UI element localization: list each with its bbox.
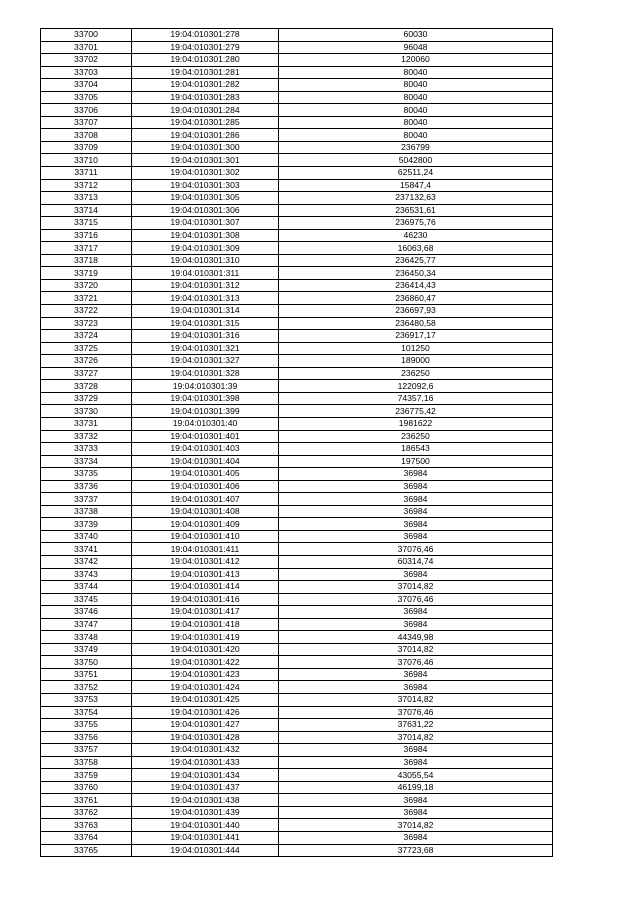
cadastral-number-cell: 19:04:010301:306	[132, 204, 279, 217]
value-cell: 60314,74	[279, 555, 553, 568]
cadastral-number-cell: 19:04:010301:438	[132, 794, 279, 807]
cadastral-number-cell: 19:04:010301:300	[132, 141, 279, 154]
table-row	[41, 129, 553, 142]
table-row	[41, 781, 553, 794]
row-number-cell: 33748	[41, 631, 132, 644]
table-row	[41, 819, 553, 832]
value-cell: 197500	[279, 455, 553, 468]
cadastral-number-cell: 19:04:010301:286	[132, 129, 279, 142]
value-cell: 36984	[279, 668, 553, 681]
row-number-cell: 33765	[41, 844, 132, 857]
table-row	[41, 656, 553, 669]
table-row	[41, 217, 553, 230]
value-cell: 37014,82	[279, 643, 553, 656]
row-number-cell: 33742	[41, 555, 132, 568]
value-cell: 80040	[279, 129, 553, 142]
value-cell: 236250	[279, 430, 553, 443]
cadastral-number-cell: 19:04:010301:311	[132, 267, 279, 280]
table-row	[41, 555, 553, 568]
row-number-cell: 33721	[41, 292, 132, 305]
table-row	[41, 204, 553, 217]
row-number-cell: 33716	[41, 229, 132, 242]
table-row	[41, 706, 553, 719]
table-row	[41, 468, 553, 481]
table-row	[41, 91, 553, 104]
row-number-cell: 33760	[41, 781, 132, 794]
table-row	[41, 41, 553, 54]
cadastral-number-cell: 19:04:010301:281	[132, 66, 279, 79]
cadastral-number-cell: 19:04:010301:439	[132, 806, 279, 819]
table-row	[41, 317, 553, 330]
row-number-cell: 33710	[41, 154, 132, 167]
row-number-cell: 33749	[41, 643, 132, 656]
table-row	[41, 806, 553, 819]
cadastral-number-cell: 19:04:010301:408	[132, 505, 279, 518]
value-cell: 15847,4	[279, 179, 553, 192]
table-row	[41, 254, 553, 267]
value-cell: 74357,16	[279, 392, 553, 405]
row-number-cell: 33761	[41, 794, 132, 807]
row-number-cell: 33724	[41, 330, 132, 343]
row-number-cell: 33741	[41, 543, 132, 556]
cadastral-number-cell: 19:04:010301:284	[132, 104, 279, 117]
value-cell: 236450,34	[279, 267, 553, 280]
cadastral-number-cell: 19:04:010301:403	[132, 443, 279, 456]
row-number-cell: 33757	[41, 744, 132, 757]
cadastral-number-cell: 19:04:010301:417	[132, 606, 279, 619]
value-cell: 36984	[279, 530, 553, 543]
cadastral-number-cell: 19:04:010301:321	[132, 342, 279, 355]
row-number-cell: 33726	[41, 355, 132, 368]
table-row	[41, 505, 553, 518]
table-row	[41, 405, 553, 418]
cadastral-number-cell: 19:04:010301:444	[132, 844, 279, 857]
table-row	[41, 116, 553, 129]
row-number-cell: 33707	[41, 116, 132, 129]
row-number-cell: 33754	[41, 706, 132, 719]
table-row	[41, 731, 553, 744]
row-number-cell: 33700	[41, 29, 132, 42]
table-row	[41, 681, 553, 694]
table-row	[41, 355, 553, 368]
cadastral-number-cell: 19:04:010301:398	[132, 392, 279, 405]
row-number-cell: 33734	[41, 455, 132, 468]
value-cell: 80040	[279, 104, 553, 117]
value-cell: 46230	[279, 229, 553, 242]
value-cell: 36984	[279, 618, 553, 631]
table-row	[41, 455, 553, 468]
table-row	[41, 242, 553, 255]
value-cell: 37076,46	[279, 706, 553, 719]
row-number-cell: 33751	[41, 668, 132, 681]
cadastral-number-cell: 19:04:010301:309	[132, 242, 279, 255]
cadastral-number-cell: 19:04:010301:405	[132, 468, 279, 481]
table-row	[41, 794, 553, 807]
table-row	[41, 192, 553, 205]
row-number-cell: 33720	[41, 279, 132, 292]
cadastral-number-cell: 19:04:010301:441	[132, 832, 279, 845]
value-cell: 43055,54	[279, 769, 553, 782]
row-number-cell: 33703	[41, 66, 132, 79]
value-cell: 236775,42	[279, 405, 553, 418]
cadastral-number-cell: 19:04:010301:425	[132, 693, 279, 706]
row-number-cell: 33730	[41, 405, 132, 418]
table-row	[41, 292, 553, 305]
value-cell: 36984	[279, 681, 553, 694]
table-row	[41, 279, 553, 292]
cadastral-number-cell: 19:04:010301:401	[132, 430, 279, 443]
table-row	[41, 29, 553, 42]
value-cell: 46199,18	[279, 781, 553, 794]
row-number-cell: 33713	[41, 192, 132, 205]
cadastral-number-cell: 19:04:010301:414	[132, 581, 279, 594]
row-number-cell: 33732	[41, 430, 132, 443]
cadastral-number-cell: 19:04:010301:404	[132, 455, 279, 468]
value-cell: 5042800	[279, 154, 553, 167]
table-row	[41, 154, 553, 167]
value-cell: 62511,24	[279, 167, 553, 180]
value-cell: 236860,47	[279, 292, 553, 305]
cadastral-number-cell: 19:04:010301:307	[132, 217, 279, 230]
row-number-cell: 33706	[41, 104, 132, 117]
cadastral-number-cell: 19:04:010301:413	[132, 568, 279, 581]
table-row	[41, 167, 553, 180]
table-row	[41, 430, 553, 443]
row-number-cell: 33764	[41, 832, 132, 845]
value-cell: 236480,58	[279, 317, 553, 330]
value-cell: 37631,22	[279, 719, 553, 732]
table-row	[41, 367, 553, 380]
row-number-cell: 33739	[41, 518, 132, 531]
data-table	[40, 28, 553, 857]
cadastral-number-cell: 19:04:010301:407	[132, 493, 279, 506]
cadastral-number-cell: 19:04:010301:409	[132, 518, 279, 531]
row-number-cell: 33705	[41, 91, 132, 104]
cadastral-number-cell: 19:04:010301:432	[132, 744, 279, 757]
value-cell: 36984	[279, 794, 553, 807]
value-cell: 37014,82	[279, 731, 553, 744]
value-cell: 36984	[279, 480, 553, 493]
row-number-cell: 33719	[41, 267, 132, 280]
cadastral-number-cell: 19:04:010301:426	[132, 706, 279, 719]
table-row	[41, 104, 553, 117]
value-cell: 236975,76	[279, 217, 553, 230]
row-number-cell: 33736	[41, 480, 132, 493]
value-cell: 80040	[279, 116, 553, 129]
cadastral-number-cell: 19:04:010301:303	[132, 179, 279, 192]
table-row	[41, 342, 553, 355]
cadastral-number-cell: 19:04:010301:282	[132, 79, 279, 92]
value-cell: 36984	[279, 744, 553, 757]
table-row	[41, 668, 553, 681]
table-row	[41, 769, 553, 782]
value-cell: 236531,61	[279, 204, 553, 217]
value-cell: 37076,46	[279, 593, 553, 606]
table-row	[41, 606, 553, 619]
cadastral-number-cell: 19:04:010301:399	[132, 405, 279, 418]
value-cell: 37014,82	[279, 581, 553, 594]
cadastral-number-cell: 19:04:010301:310	[132, 254, 279, 267]
row-number-cell: 33740	[41, 530, 132, 543]
cadastral-number-cell: 19:04:010301:285	[132, 116, 279, 129]
table-body	[41, 29, 553, 857]
cadastral-number-cell: 19:04:010301:422	[132, 656, 279, 669]
value-cell: 236799	[279, 141, 553, 154]
value-cell: 80040	[279, 79, 553, 92]
row-number-cell: 33712	[41, 179, 132, 192]
cadastral-number-cell: 19:04:010301:305	[132, 192, 279, 205]
row-number-cell: 33752	[41, 681, 132, 694]
row-number-cell: 33747	[41, 618, 132, 631]
table-row	[41, 141, 553, 154]
value-cell: 1981622	[279, 417, 553, 430]
value-cell: 236425,77	[279, 254, 553, 267]
cadastral-number-cell: 19:04:010301:39	[132, 380, 279, 393]
cadastral-number-cell: 19:04:010301:328	[132, 367, 279, 380]
row-number-cell: 33746	[41, 606, 132, 619]
row-number-cell: 33725	[41, 342, 132, 355]
cadastral-number-cell: 19:04:010301:411	[132, 543, 279, 556]
row-number-cell: 33756	[41, 731, 132, 744]
table-row	[41, 530, 553, 543]
table-row	[41, 844, 553, 857]
row-number-cell: 33727	[41, 367, 132, 380]
row-number-cell: 33728	[41, 380, 132, 393]
table-row	[41, 305, 553, 318]
value-cell: 236917,17	[279, 330, 553, 343]
cadastral-number-cell: 19:04:010301:316	[132, 330, 279, 343]
row-number-cell: 33759	[41, 769, 132, 782]
cadastral-number-cell: 19:04:010301:314	[132, 305, 279, 318]
cadastral-number-cell: 19:04:010301:40	[132, 417, 279, 430]
value-cell: 37076,46	[279, 543, 553, 556]
value-cell: 37014,82	[279, 819, 553, 832]
value-cell: 80040	[279, 91, 553, 104]
row-number-cell: 33758	[41, 756, 132, 769]
cadastral-number-cell: 19:04:010301:301	[132, 154, 279, 167]
row-number-cell: 33743	[41, 568, 132, 581]
value-cell: 37723,68	[279, 844, 553, 857]
value-cell: 122092,6	[279, 380, 553, 393]
value-cell: 36984	[279, 518, 553, 531]
row-number-cell: 33722	[41, 305, 132, 318]
cadastral-number-cell: 19:04:010301:433	[132, 756, 279, 769]
value-cell: 96048	[279, 41, 553, 54]
value-cell: 37076,46	[279, 656, 553, 669]
table-row	[41, 593, 553, 606]
table-row	[41, 719, 553, 732]
row-number-cell: 33723	[41, 317, 132, 330]
cadastral-number-cell: 19:04:010301:428	[132, 731, 279, 744]
row-number-cell: 33753	[41, 693, 132, 706]
cadastral-number-cell: 19:04:010301:410	[132, 530, 279, 543]
row-number-cell: 33714	[41, 204, 132, 217]
cadastral-number-cell: 19:04:010301:440	[132, 819, 279, 832]
value-cell: 36984	[279, 468, 553, 481]
value-cell: 236697,93	[279, 305, 553, 318]
row-number-cell: 33737	[41, 493, 132, 506]
table-row	[41, 54, 553, 67]
table-row	[41, 832, 553, 845]
row-number-cell: 33718	[41, 254, 132, 267]
cadastral-number-cell: 19:04:010301:283	[132, 91, 279, 104]
table-row	[41, 581, 553, 594]
row-number-cell: 33750	[41, 656, 132, 669]
row-number-cell: 33744	[41, 581, 132, 594]
row-number-cell: 33738	[41, 505, 132, 518]
cadastral-number-cell: 19:04:010301:434	[132, 769, 279, 782]
cadastral-number-cell: 19:04:010301:412	[132, 555, 279, 568]
value-cell: 237132,63	[279, 192, 553, 205]
row-number-cell: 33715	[41, 217, 132, 230]
table-row	[41, 643, 553, 656]
table-row	[41, 744, 553, 757]
table-row	[41, 380, 553, 393]
table-row	[41, 79, 553, 92]
table-row	[41, 518, 553, 531]
table-row	[41, 66, 553, 79]
row-number-cell: 33733	[41, 443, 132, 456]
cadastral-number-cell: 19:04:010301:416	[132, 593, 279, 606]
cadastral-number-cell: 19:04:010301:423	[132, 668, 279, 681]
cadastral-number-cell: 19:04:010301:302	[132, 167, 279, 180]
row-number-cell: 33729	[41, 392, 132, 405]
cadastral-number-cell: 19:04:010301:278	[132, 29, 279, 42]
cadastral-number-cell: 19:04:010301:327	[132, 355, 279, 368]
cadastral-number-cell: 19:04:010301:419	[132, 631, 279, 644]
row-number-cell: 33711	[41, 167, 132, 180]
table-row	[41, 543, 553, 556]
value-cell: 37014,82	[279, 693, 553, 706]
cadastral-number-cell: 19:04:010301:437	[132, 781, 279, 794]
table-row	[41, 330, 553, 343]
value-cell: 36984	[279, 832, 553, 845]
cadastral-number-cell: 19:04:010301:279	[132, 41, 279, 54]
cadastral-number-cell: 19:04:010301:280	[132, 54, 279, 67]
table-row	[41, 267, 553, 280]
value-cell: 16063,68	[279, 242, 553, 255]
row-number-cell: 33745	[41, 593, 132, 606]
table-row	[41, 229, 553, 242]
value-cell: 36984	[279, 606, 553, 619]
value-cell: 44349,98	[279, 631, 553, 644]
cadastral-number-cell: 19:04:010301:420	[132, 643, 279, 656]
table-row	[41, 693, 553, 706]
value-cell: 101250	[279, 342, 553, 355]
value-cell: 60030	[279, 29, 553, 42]
value-cell: 36984	[279, 756, 553, 769]
table-row	[41, 179, 553, 192]
table-row	[41, 631, 553, 644]
table-row	[41, 756, 553, 769]
table-row	[41, 618, 553, 631]
table-row	[41, 568, 553, 581]
value-cell: 186543	[279, 443, 553, 456]
cadastral-number-cell: 19:04:010301:313	[132, 292, 279, 305]
row-number-cell: 33708	[41, 129, 132, 142]
table-row	[41, 392, 553, 405]
row-number-cell: 33701	[41, 41, 132, 54]
value-cell: 36984	[279, 493, 553, 506]
row-number-cell: 33755	[41, 719, 132, 732]
value-cell: 36984	[279, 806, 553, 819]
row-number-cell: 33709	[41, 141, 132, 154]
row-number-cell: 33735	[41, 468, 132, 481]
value-cell: 236414,43	[279, 279, 553, 292]
cadastral-number-cell: 19:04:010301:315	[132, 317, 279, 330]
cadastral-number-cell: 19:04:010301:308	[132, 229, 279, 242]
cadastral-number-cell: 19:04:010301:427	[132, 719, 279, 732]
row-number-cell: 33763	[41, 819, 132, 832]
table-row	[41, 493, 553, 506]
table-row	[41, 443, 553, 456]
cadastral-number-cell: 19:04:010301:424	[132, 681, 279, 694]
cadastral-number-cell: 19:04:010301:406	[132, 480, 279, 493]
row-number-cell: 33704	[41, 79, 132, 92]
value-cell: 80040	[279, 66, 553, 79]
value-cell: 236250	[279, 367, 553, 380]
row-number-cell: 33702	[41, 54, 132, 67]
value-cell: 120060	[279, 54, 553, 67]
row-number-cell: 33731	[41, 417, 132, 430]
row-number-cell: 33762	[41, 806, 132, 819]
row-number-cell: 33717	[41, 242, 132, 255]
table-row	[41, 480, 553, 493]
table-row	[41, 417, 553, 430]
cadastral-number-cell: 19:04:010301:418	[132, 618, 279, 631]
value-cell: 36984	[279, 505, 553, 518]
value-cell: 189000	[279, 355, 553, 368]
value-cell: 36984	[279, 568, 553, 581]
cadastral-number-cell: 19:04:010301:312	[132, 279, 279, 292]
